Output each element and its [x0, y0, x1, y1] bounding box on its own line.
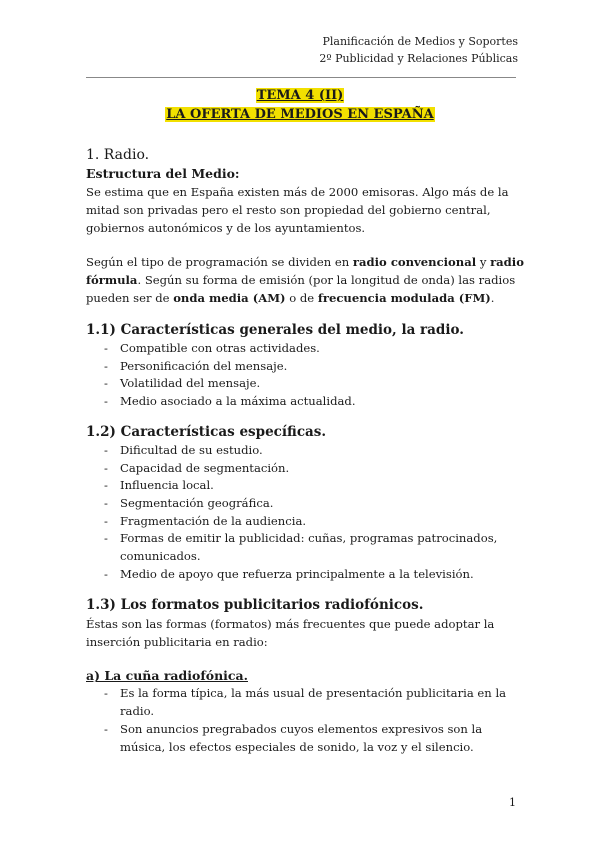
title-line-2: LA OFERTA DE MEDIOS EN ESPAÑA [166, 107, 434, 122]
list-item: - Compatible con otras actividades. [86, 340, 526, 358]
section-heading: 1.2) Características específicas. [86, 423, 327, 440]
list-item: - Es la forma típica, la más usual de presentación publicitaria en la radio. [86, 685, 526, 720]
bold-term: onda media (AM) [173, 291, 286, 305]
bullet-list [86, 685, 526, 756]
formats-intro: Éstas son las formas (formatos) más frecuentes que puede adoptar la inserción publicitaria en radio: [86, 617, 495, 650]
list-item: - Formas de emitir la publicidad: cuñas, programas patrocinados, comunicados. [86, 530, 526, 565]
header-degree: 2º Publicidad y Relaciones Públicas [319, 52, 518, 65]
text-run: o de [285, 291, 318, 305]
header-course: Planificación de Medios y Soportes [322, 35, 518, 48]
list-item: - Volatilidad del mensaje. [86, 375, 526, 393]
page-header [319, 33, 518, 67]
structure-paragraph: Se estima que en España existen más de 2000 emisoras. Algo más de la mitad son privadas pero el resto son propiedad del gobierno central, gobiernos autonómicos y de los ayuntamientos. [86, 185, 509, 235]
section-heading: 1.3) Los formatos publicitarios radiofónicos. [86, 597, 424, 614]
list-item: - Capacidad de segmentación. [86, 460, 526, 478]
structure-subheading: Estructura del Medio: [86, 166, 240, 181]
list-item: - Fragmentación de la audiencia. [86, 513, 526, 531]
section-specific-characteristics [86, 423, 526, 584]
list-item: - Medio de apoyo que refuerza principalmente a la televisión. [86, 566, 526, 584]
section-advertising-formats [86, 596, 526, 651]
text-run: Según el tipo de programación se dividen en [86, 255, 353, 269]
list-item: - Medio asociado a la máxima actualidad. [86, 393, 526, 411]
bold-term: radio fórmula [86, 255, 524, 287]
section-general-characteristics [86, 321, 526, 411]
bullet-list [86, 340, 526, 411]
section-heading: 1.1) Características generales del medio, la radio. [86, 322, 464, 338]
page-number: 1 [509, 796, 516, 809]
text-run: . Según su forma de emisión (por la longitud de onda) las radios pueden ser de [86, 273, 516, 305]
section-radio-heading: 1. Radio. [86, 147, 150, 163]
header-divider [86, 77, 516, 78]
list-item: - Dificultad de su estudio. [86, 442, 526, 460]
text-run: . [490, 291, 495, 305]
title-line-1: TEMA 4 (II) [256, 88, 344, 103]
section-radio-spot [86, 667, 526, 756]
bold-term: radio convencional [352, 255, 477, 269]
list-item: - Personificación del mensaje. [86, 358, 526, 376]
list-item: - Influencia local. [86, 477, 526, 495]
bullet-list [86, 442, 526, 584]
section-heading: a) La cuña radiofónica. [86, 668, 248, 684]
document-body [86, 146, 526, 756]
classification-paragraph [86, 253, 526, 307]
document-title [0, 86, 600, 124]
list-item: - Son anuncios pregrabados cuyos elementos expresivos son la música, los efectos especiales de sonido, la voz y el silencio. [86, 721, 526, 756]
bold-term: frecuencia modulada (FM) [317, 291, 491, 305]
list-item: - Segmentación geográfica. [86, 495, 526, 513]
text-run: y [476, 255, 491, 269]
